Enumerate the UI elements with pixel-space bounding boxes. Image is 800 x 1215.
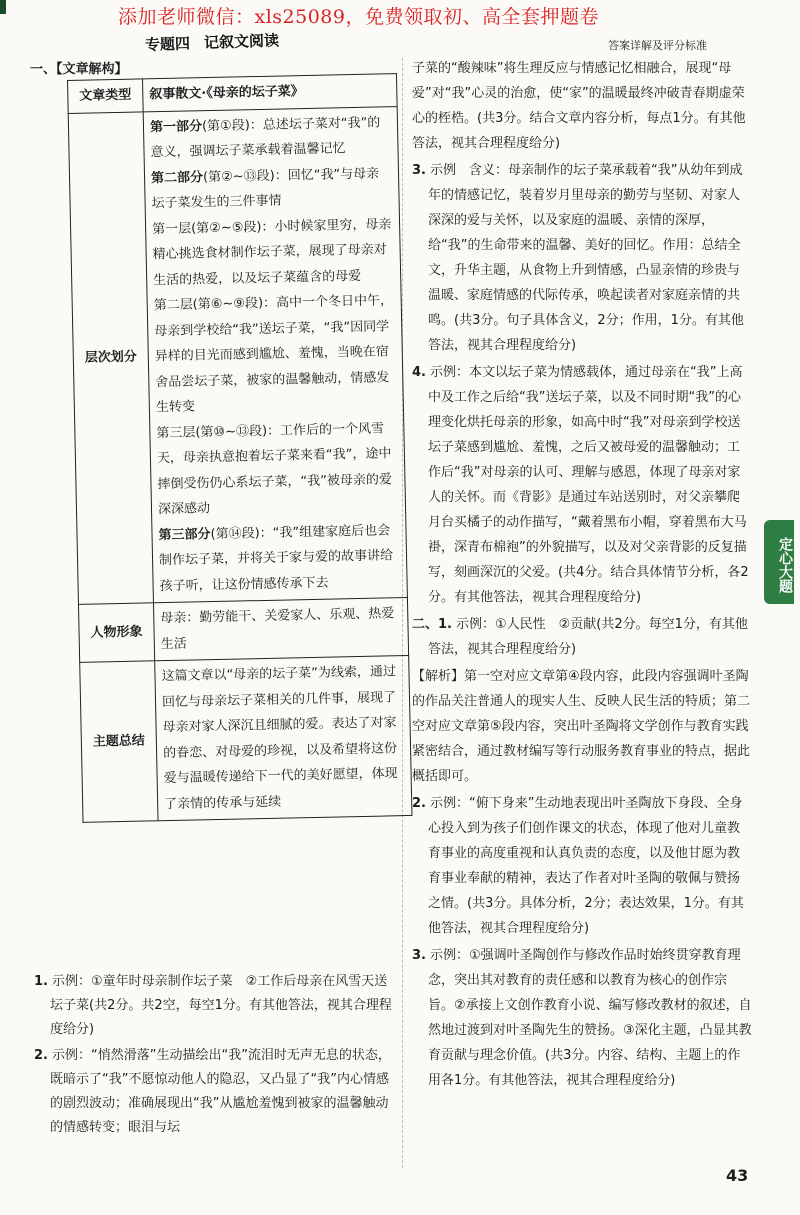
analysis-note: 【解析】第一空对应文章第④段内容，此段内容强调叶圣陶的作品关注普通人的现实人生、反映人民生活的特质；第二空对应文章第⑤段内容，突出叶圣陶将文学创作与教育实践紧密结合，通过教材编写等行动服务教育事业的特点，据此概括即可。 (412, 669, 751, 784)
structure-item: 第二层(第⑥~⑨段)：高中一个冬日中午，母亲到学校给“我”送坛子菜，“我”因同学异样的目光而感到尴尬、羞愧，当晚在宿舍品尝坛子菜，被家的温馨触动，情感发生转变 (153, 293, 394, 416)
corner-mark (0, 0, 6, 14)
structure-item: 第二部分(第②~⑬段)：回忆“我”与母亲坛子菜发生的三件事情 (150, 165, 380, 212)
answer-item: 1. 示例：①童年时母亲制作坛子菜 ②工作后母亲在风雪天送坛子菜(共2分。共2空，每空1分。有其他答法，视其合理程度给分) (34, 974, 392, 1037)
answer-header: 答案详解及评分标准 (608, 39, 707, 52)
character-content: 母亲：勤劳能干、关爱家人、乐观、热爱生活 (153, 597, 408, 660)
section-one-label: 一、【文章解构】 (30, 62, 128, 77)
type-value: 叙事散文·《母亲的坛子菜》 (142, 74, 397, 112)
watermark: 添加老师微信：xls25089，免费领取初、高全套押题卷 (118, 6, 599, 28)
structure-content (143, 106, 407, 603)
answer-item: 二、1. 示例：①人民性 ②贡献(共2分。每空1分，有其他答法，视其合理程度给分) (412, 617, 748, 657)
answer-item: 2. 示例：“悄然滑落”生动描绘出“我”流泪时无声无息的状态，既暗示了“我”不愿惊动他人的隐忍，又凸显了“我”内心情感的剧烈波动；准确展现出“我”从尴尬羞愧到被家的温馨触动的情感转变；眼泪与坛 (34, 1048, 391, 1135)
page-number: 43 (726, 1166, 749, 1185)
structure-item: 第三部分(第⑭段)：“我”组建家庭后也会制作坛子菜，并将关于家与爱的故事讲给孩子听，让这份情感传承下去 (158, 522, 394, 594)
topic-title: 记叙文阅读 (203, 31, 280, 52)
structure-label: 层次划分 (68, 111, 153, 604)
structure-item: 第一部分(第①段)：总述坛子菜对“我”的意义，强调坛子菜承载着温馨记忆 (149, 114, 381, 161)
answer-item: 3. 示例 含义：母亲制作的坛子菜承载着“我”从幼年到成年的情感记忆，装着岁月里母亲的勤劳与坚韧、对家人深深的爱与关怀，以及家庭的温暖、亲情的深厚，给“我”的生命带来的温馨、美好的回忆。作用：总结全文，升华主题，从食物上升到情感，凸显亲情的珍贵与温暖、家庭情感的代际传承，唤起读者对家庭亲情的共鸣。(共3分。句子具体含义，2分；作用，1分。有其他答法，视其合理程度给分) (412, 163, 744, 353)
answer-item: 4. 示例：本文以坛子菜为情感载体，通过母亲在“我”上高中及工作之后给“我”送坛子菜，以及不同时期“我”的心理变化烘托母亲的形象，如高中时“我”对母亲到学校送坛子菜感到尴尬、羞愧，之后又被母爱的温馨触动；工作后“我”对母亲的认可、理解与感恩，体现了母亲对家人的关怀。而《背影》是通过车站送别时，对父亲攀爬月台买橘子的动作描写，“戴着黑布小帽，穿着黑布大马褂，深青布棉袍”的外貌描写，以及对父亲背影的反复描写，刻画深沉的父爱。(共4分。结合具体情节分析，各2分。有其他答法，视其合理程度给分) (412, 365, 749, 605)
right-answers (412, 56, 752, 1095)
side-tab: 定心大题 (764, 520, 794, 604)
structure-item: 第三层(第⑩~⑬段)：工作后的一个风雪天，母亲执意抱着坛子菜来看“我”，途中摔倒受伤仍心系坛子菜，“我”被母亲的爱深深感动 (156, 420, 393, 518)
left-answers (34, 970, 392, 1142)
theme-content: 这篇文章以“母亲的坛子菜”为线索，通过回忆与母亲坛子菜相关的几件事，展现了母亲对家人深沉且细腻的爱。表达了对家的眷恋、对母爱的珍视，以及希望将这份爱与温暖传递给下一代的美好愿望，体现了亲情的传承与延续 (155, 655, 412, 820)
structure-item: 第一层(第②~⑤段)：小时候家里穷，母亲精心挑选食材制作坛子菜，展现了母亲对生活的热爱，以及坛子菜蕴含的母爱 (151, 216, 392, 288)
answer-item: 2. 示例：“俯下身来”生动地表现出叶圣陶放下身段、全身心投入到为孩子们创作课文的状态，体现了他对儿童教育事业的高度重视和认真负责的态度，以及他甘愿为教育事业奉献的精神，表达了作者对叶圣陶的敬佩与赞扬之情。(共3分。具体分析，2分；表达效果，1分。有其他答法，视其合理程度给分) (412, 796, 744, 936)
answer-item: 3. 示例：①强调叶圣陶创作与修改作品时始终贯穿教育理念，突出其对教育的责任感和以教育为核心的创作宗旨。②承接上文创作教育小说、编写修改教材的叙述，自然地过渡到对叶圣陶先生的赞扬。③深化主题，凸显其教育贡献与理念价值。(共3分。内容、结构、主题上的作用各1分。有其他答法，视其合理程度给分) (412, 948, 752, 1088)
table-row (68, 106, 407, 604)
character-label: 人物形象 (78, 603, 154, 663)
topic-number: 专题四 (144, 34, 191, 54)
theme-label: 主题总结 (80, 661, 158, 823)
article-structure-table (67, 73, 412, 823)
table-row (80, 655, 412, 822)
answer-item: 子菜的“酸辣味”将生理反应与情感记忆相融合，展现“母爱”对“我”心灵的治愈，使“家”的温暖最终冲破青春期虚荣心的桎梏。(共3分。结合文章内容分析，每点1分。有其他答法，视其合理程度给分) (412, 61, 746, 151)
type-label: 文章类型 (68, 79, 144, 113)
topic-heading (145, 29, 294, 55)
table-row (78, 597, 408, 662)
